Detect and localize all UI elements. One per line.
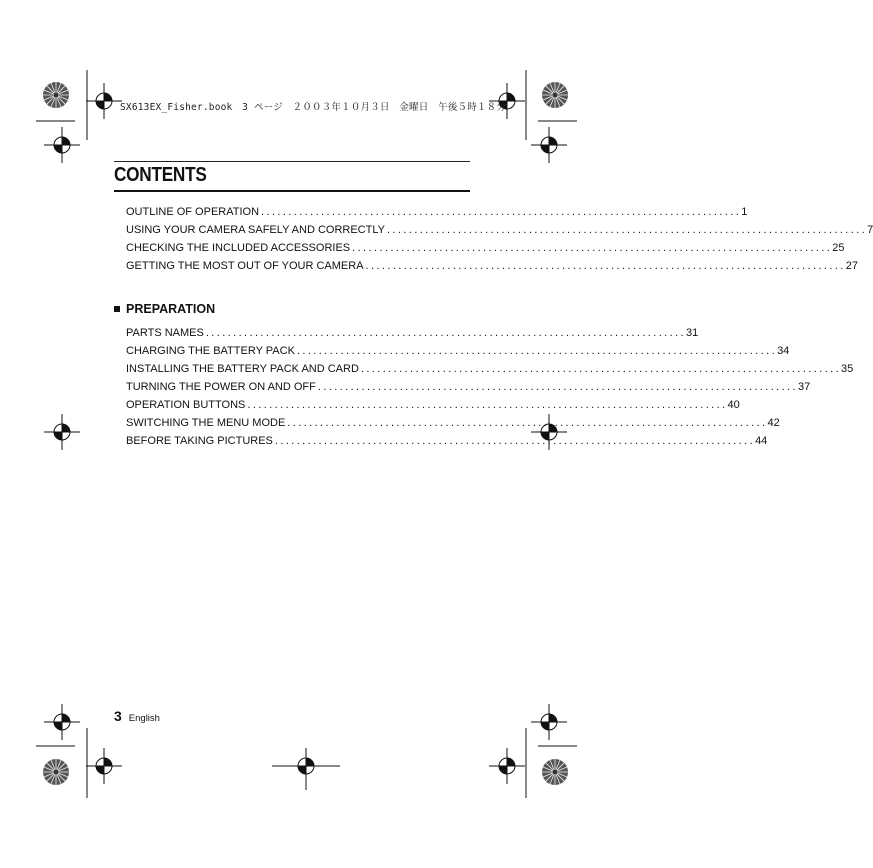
toc-leader: ........................................................................................	[296, 345, 778, 357]
toc-leader: ........................................................................................	[261, 206, 742, 218]
toc-entry[interactable]	[126, 203, 748, 221]
toc-entry-page: 27	[845, 260, 858, 272]
page-number: 3	[114, 708, 122, 724]
toc-entry-page: 31	[686, 327, 699, 339]
toc-entry-page: 25	[832, 242, 845, 254]
toc-entry[interactable]	[126, 324, 699, 342]
registration-mark-icon	[86, 83, 122, 119]
toc-leader: ........................................................................................	[360, 363, 842, 375]
toc-leader: ........................................................................................	[205, 327, 686, 339]
toc-entry[interactable]	[126, 432, 768, 450]
toc-entry-page: 34	[777, 345, 790, 357]
toc-leader: ........................................................................................	[386, 224, 868, 236]
registration-mark-icon	[531, 704, 567, 740]
registration-mark-icon	[44, 704, 80, 740]
section-heading	[114, 302, 215, 316]
star-target-icon-top-right	[542, 82, 568, 108]
page-title: CONTENTS	[114, 164, 207, 186]
toc-leader: ........................................................................................	[365, 260, 846, 272]
toc-entry[interactable]	[126, 257, 858, 275]
toc-entry-title: GETTING THE MOST OUT OF YOUR CAMERA	[126, 260, 364, 272]
toc-entry-page: 1	[741, 206, 748, 218]
toc-entry-page: 44	[755, 435, 768, 447]
registration-mark-icon	[44, 414, 80, 450]
toc-entry-title: PARTS NAMES	[126, 327, 204, 339]
toc-entry-title: OPERATION BUTTONS	[126, 399, 246, 411]
toc-leader: ........................................................................................	[247, 399, 728, 411]
toc-entry-title: OUTLINE OF OPERATION	[126, 206, 260, 218]
toc-preparation-list	[126, 324, 854, 450]
toc-entry[interactable]	[126, 239, 845, 257]
toc-entry[interactable]	[126, 360, 854, 378]
toc-entry-title: USING YOUR CAMERA SAFELY AND CORRECTLY	[126, 224, 385, 236]
toc-entry-title: BEFORE TAKING PICTURES	[126, 435, 273, 447]
toc-entry-page: 40	[727, 399, 740, 411]
crop-marks-bottom-center	[272, 748, 340, 790]
toc-leader: ........................................................................................	[317, 381, 799, 393]
toc-entry-page: 37	[798, 381, 811, 393]
square-bullet-icon	[114, 306, 120, 312]
toc-intro-list	[126, 203, 873, 275]
toc-entry[interactable]	[126, 342, 790, 360]
toc-entry[interactable]	[126, 378, 811, 396]
star-target-icon-bottom-left	[43, 759, 69, 785]
toc-entry-page: 7	[867, 224, 873, 236]
toc-entry[interactable]	[126, 414, 780, 432]
toc-entry-title: SWITCHING THE MENU MODE	[126, 417, 286, 429]
title-rule-top	[114, 161, 470, 162]
star-target-icon-bottom-right	[542, 759, 568, 785]
registration-mark-icon	[86, 748, 122, 784]
title-rule-bottom	[114, 190, 470, 192]
toc-entry-title: INSTALLING THE BATTERY PACK AND CARD	[126, 363, 359, 375]
toc-entry[interactable]	[126, 221, 873, 239]
registration-mark-icon	[44, 127, 80, 163]
toc-entry-page: 42	[767, 417, 780, 429]
registration-mark-icon	[531, 127, 567, 163]
page-language: English	[128, 713, 160, 724]
print-header: SX613EX_Fisher.book 3 ページ ２００３年１０月３日 金曜日 午後５時１８分	[120, 102, 507, 113]
toc-leader: ........................................................................................	[287, 417, 768, 429]
toc-leader: ........................................................................................	[274, 435, 756, 447]
toc-entry[interactable]	[126, 396, 740, 414]
toc-entry-title: CHARGING THE BATTERY PACK	[126, 345, 295, 357]
toc-leader: ........................................................................................	[352, 242, 833, 254]
section-heading-label: PREPARATION	[126, 302, 216, 316]
page-footer	[114, 708, 160, 724]
star-target-icon-top-left	[43, 82, 69, 108]
toc-entry-title: CHECKING THE INCLUDED ACCESSORIES	[126, 242, 351, 254]
registration-mark-icon	[489, 748, 525, 784]
toc-entry-title: TURNING THE POWER ON AND OFF	[126, 381, 316, 393]
toc-entry-page: 35	[841, 363, 854, 375]
